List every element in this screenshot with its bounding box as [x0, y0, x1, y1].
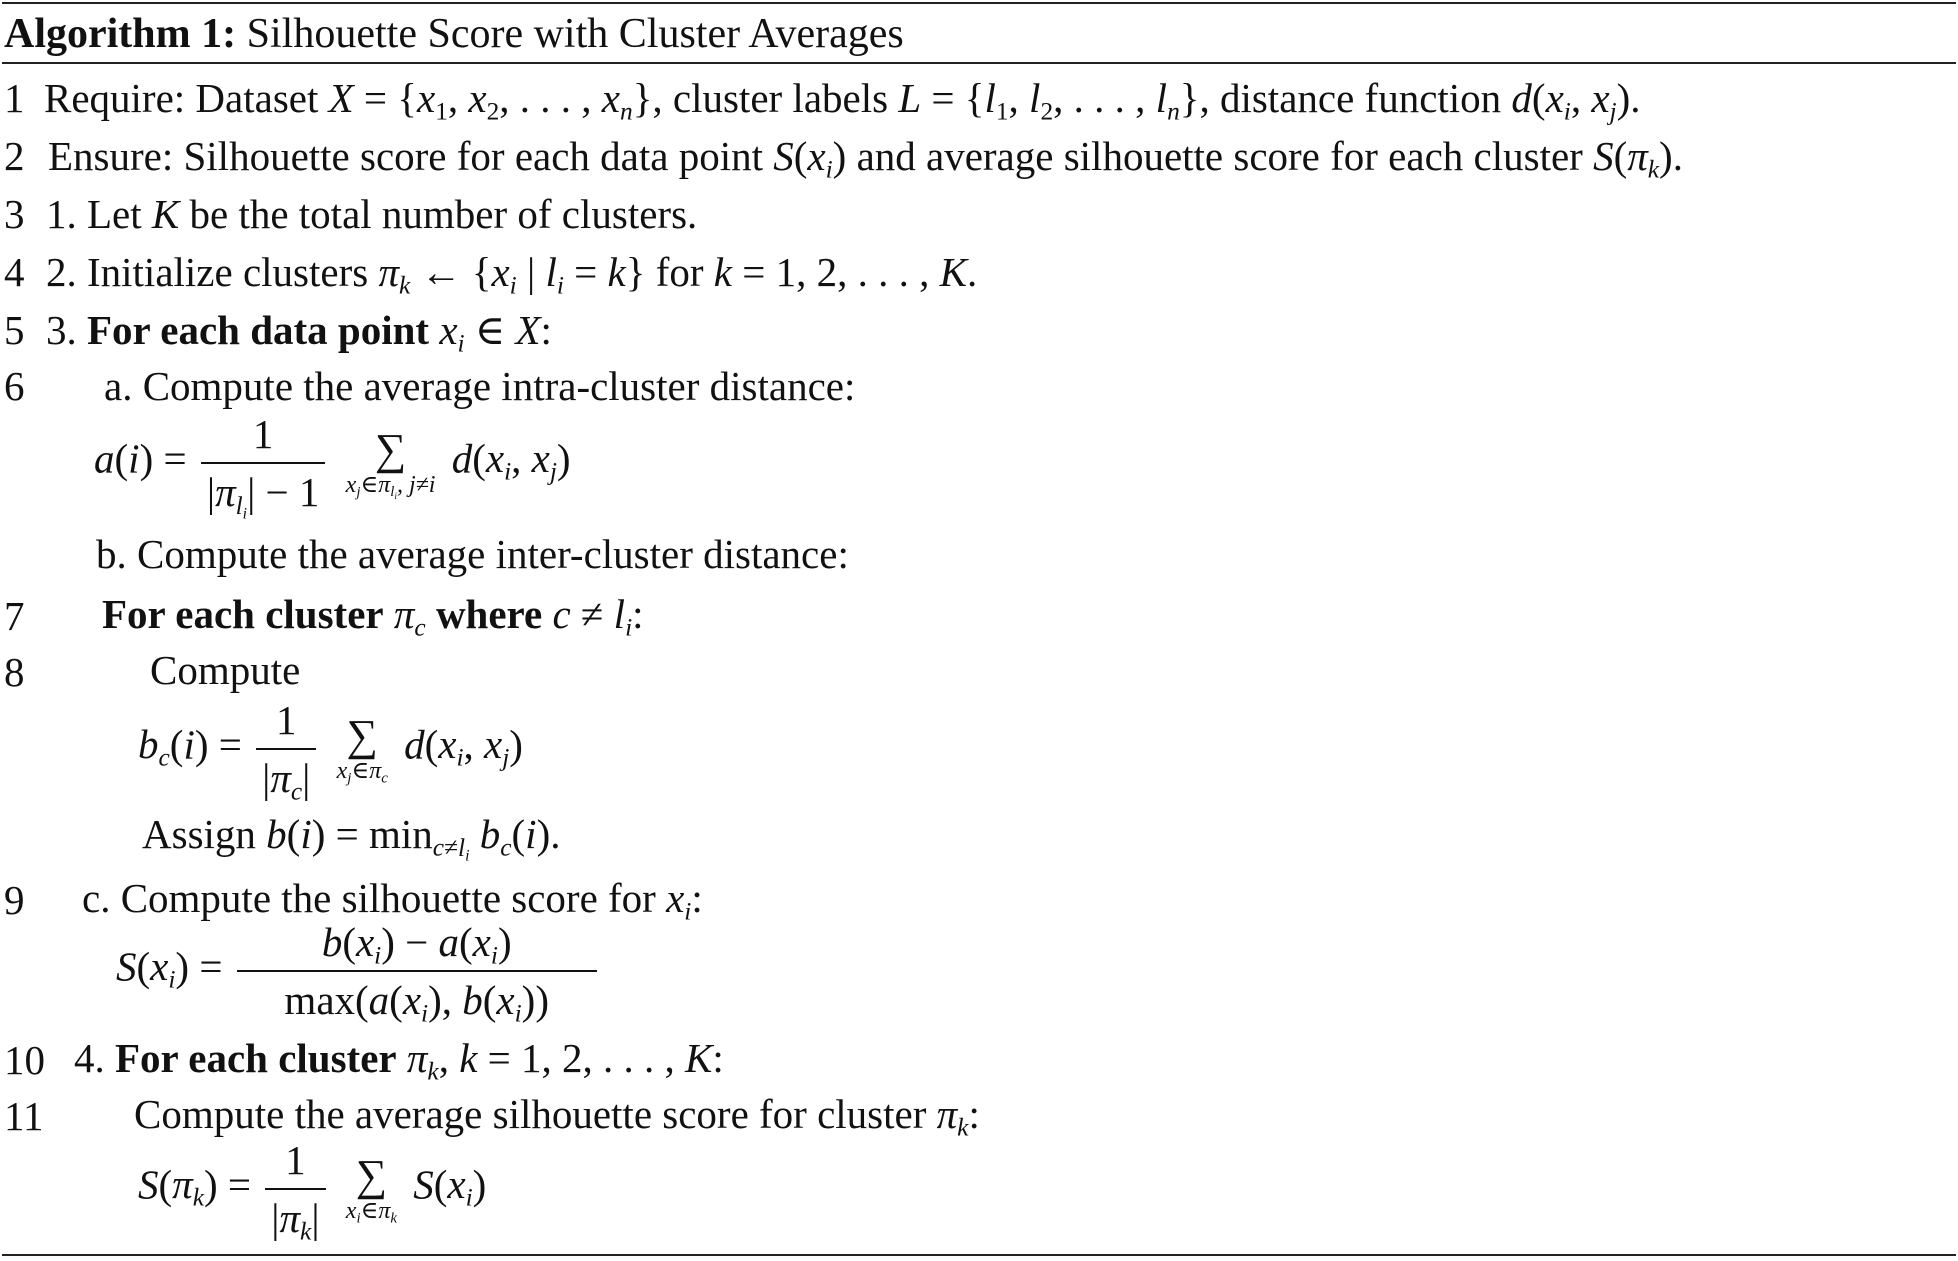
line-number-4: 4 [4, 249, 25, 295]
equation-inter-cluster: $b_c(i)$ = $\frac{1}{|\pi_c|}$ ∑ $x_j\in\pi_c$ $d(x_i$, $x_j$) [138, 697, 523, 806]
line-6: a. Compute the average intra-cluster distance: [104, 363, 856, 409]
line-11: Compute the average silhouette score for cluster $\pi_k$: [134, 1091, 980, 1142]
line-9: c. Compute the silhouette score for $x_i$: [82, 875, 703, 926]
line-number-1: 1 [4, 75, 25, 121]
bottom-rule [2, 1254, 1956, 1256]
top-rule [2, 2, 1956, 4]
algorithm-label: Algorithm 1: [4, 11, 237, 57]
line-number-6: 6 [4, 363, 25, 409]
line-4: 2. Initialize clusters $\pi_k$ ← {$x_i$ | $l_i = k$} for k = 1, 2, . . . , K. [46, 249, 978, 300]
line-number-9: 9 [4, 877, 25, 923]
equation-silhouette: $S(x_i)$ = $\frac{b(x_i) - a(x_i)}{\max(a(x_i), b(x_i))}$ [116, 918, 601, 1024]
line-number-7: 7 [4, 593, 25, 639]
line-5: 3. For each data point $x_i$ ∈ X: [46, 307, 552, 358]
line-number-10: 10 [4, 1037, 45, 1083]
line-1: Require: Dataset $X = \{x_1$, $x_2$, . . . , $x_n$}, cluster labels $L = \{l_1$, $l_2$, . . . , $l_n$}, distance function $d(x_i$, $x_j$). [44, 75, 1641, 126]
algorithm-title [4, 10, 904, 58]
line-number-11: 11 [4, 1093, 44, 1139]
equation-cluster-average: $S(\pi_k)$ = $\frac{1}{|\pi_k|}$ ∑ $x_i\in\pi_k$ $S(x_i)$ [138, 1137, 487, 1246]
line-number-2: 2 [4, 133, 25, 179]
line-3: 1. Let K be the total number of clusters. [46, 191, 698, 237]
line-number-8: 8 [4, 649, 25, 695]
line-number-5: 5 [4, 307, 25, 353]
equation-intra-cluster: a(i) = $\frac{1}{|\pi_{l_i}| - 1}$ ∑ $x_j\in\pi_{l_i}$, j≠i $d(x_i$, $x_j$) [94, 411, 571, 523]
line-10: 4. For each cluster $\pi_k$, k = 1, 2, . . . , K: [74, 1035, 724, 1086]
algorithm-name: Silhouette Score with Cluster Averages [246, 11, 904, 57]
line-7: For each cluster $\pi_c$ where $c \ne l_i$: [102, 591, 644, 642]
title-rule [2, 62, 1956, 64]
line-8: Compute [150, 647, 301, 693]
line-2: Ensure: Silhouette score for each data point $S(x_i)$ and average silhouette score for each cluster $S(\pi_k)$. [48, 133, 1683, 184]
assign-line: Assign $b(i) = \min_{c\ne l_i} b_c(i)$. [142, 811, 561, 865]
line-number-3: 3 [4, 191, 25, 237]
line-b: b. Compute the average inter-cluster distance: [96, 531, 849, 577]
